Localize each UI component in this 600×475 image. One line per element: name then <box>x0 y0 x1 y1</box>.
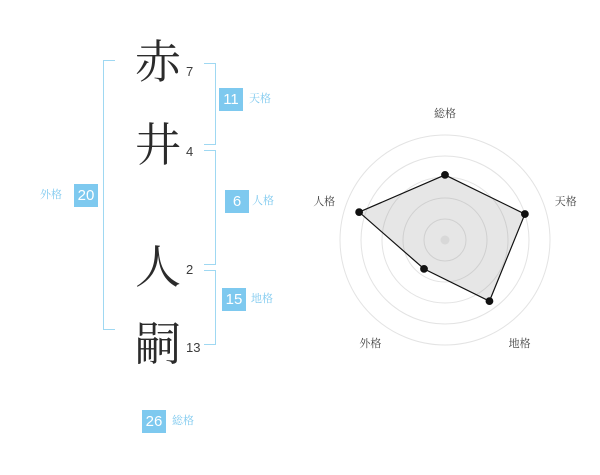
radar-chart-panel <box>310 0 600 470</box>
chikaku-bracket <box>204 270 216 345</box>
kanji-character: 人 <box>135 242 181 293</box>
radar-axis-label: 地格 <box>508 337 531 350</box>
kanji-character: 井 <box>135 120 181 171</box>
badge-label-tenkaku: 天格 <box>249 93 271 105</box>
kanji-character: 嗣 <box>135 319 181 370</box>
radar-axis-label: 人格 <box>313 195 336 208</box>
badge-label-chikaku: 地格 <box>251 293 273 305</box>
radar-axis-label: 総格 <box>434 108 456 120</box>
jinkaku-bracket <box>204 150 216 265</box>
status-badge-soukaku: 26 <box>142 410 166 433</box>
radar-axis-label: 外格 <box>359 337 382 350</box>
kanji-character: 赤 <box>135 37 181 88</box>
kanji-stroke-count: 2 <box>186 262 194 277</box>
status-badge-chikaku: 15 <box>222 288 246 311</box>
radar-axis-label: 天格 <box>554 195 577 208</box>
outer-kaku-bracket <box>103 60 115 330</box>
badge-label-soukaku: 総格 <box>172 415 194 427</box>
radar-chart <box>310 0 600 470</box>
status-badge-tenkaku: 11 <box>219 88 243 111</box>
status-badge-jinkaku: 6 <box>225 190 249 213</box>
kanji-stroke-count: 4 <box>186 144 194 159</box>
kanji-stroke-count: 7 <box>186 64 194 79</box>
status-badge-gaikaku: 20 <box>74 184 98 207</box>
kanji-stroke-count: 13 <box>186 340 201 355</box>
badge-label-gaikaku: 外格 <box>40 189 62 201</box>
tenkaku-bracket <box>204 63 216 145</box>
badge-label-jinkaku: 人格 <box>252 195 274 207</box>
